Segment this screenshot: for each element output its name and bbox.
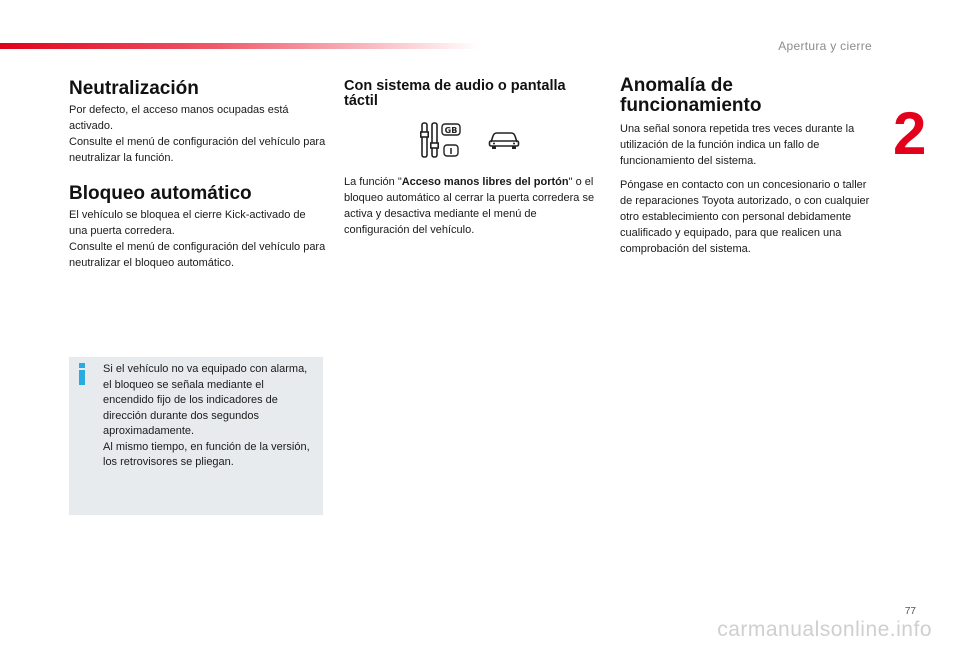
neutralizacion-paragraph-1: Por defecto, el acceso manos ocupadas está activado.	[69, 104, 289, 132]
info-note-text	[103, 362, 315, 471]
header-accent-bar	[0, 43, 480, 49]
function-name: Acceso manos libres del portón	[401, 176, 569, 188]
anomalia-paragraph-2: Póngase en contacto con un concesionario o taller de reparaciones Toyota autorizado, o con cualquier otro establecimiento con personal debidamente cualificado y equipado, para que realicen una comprobación del sistema.	[620, 179, 870, 255]
anomalia-heading: Anomalía de funcionamiento	[620, 75, 762, 116]
bloqueo-heading: Bloqueo automático	[69, 183, 252, 204]
chapter-number: 2	[893, 100, 927, 167]
bloqueo-paragraph-1: El vehículo se bloquea el cierre Kick-activado de una puerta corredera.	[69, 209, 306, 237]
info-paragraph-1: Si el vehículo no va equipado con alarma, el bloqueo se señala mediante el encendido fijo de los indicadores de dirección durante dos segundos aproximadamente.	[103, 363, 308, 437]
watermark: carmanualsonline.info	[717, 618, 932, 641]
anomalia-paragraph-1: Una señal sonora repetida tres veces durante la utilización de la función indica un fallo de funcionamiento del sistema.	[620, 123, 855, 167]
settings-badge-bottom: I	[449, 146, 453, 156]
audio-screen-heading: Con sistema de audio o pantalla táctil	[344, 78, 566, 109]
page-number: 77	[904, 606, 916, 617]
info-note-box	[69, 357, 323, 515]
settings-sliders-icon	[420, 121, 464, 159]
audio-screen-paragraph: La función "Acceso manos libres del portón" o el bloqueo automático al cerrar la puerta corredera se activa y desactiva mediante el menú de configuración del vehículo.	[344, 176, 595, 236]
settings-badge-top: GB	[444, 125, 458, 135]
bloqueo-paragraph-2: Consulte el menú de configuración del vehículo para neutralizar el bloqueo automático.	[69, 241, 326, 269]
car-icon	[488, 128, 520, 150]
info-icon	[77, 363, 89, 385]
neutralizacion-paragraph-2: Consulte el menú de configuración del vehículo para neutralizar la función.	[69, 136, 326, 164]
neutralizacion-heading: Neutralización	[69, 78, 199, 99]
info-paragraph-2: Al mismo tiempo, en función de la versión, los retrovisores se pliegan.	[103, 440, 310, 468]
section-title: Apertura y cierre	[778, 39, 872, 53]
